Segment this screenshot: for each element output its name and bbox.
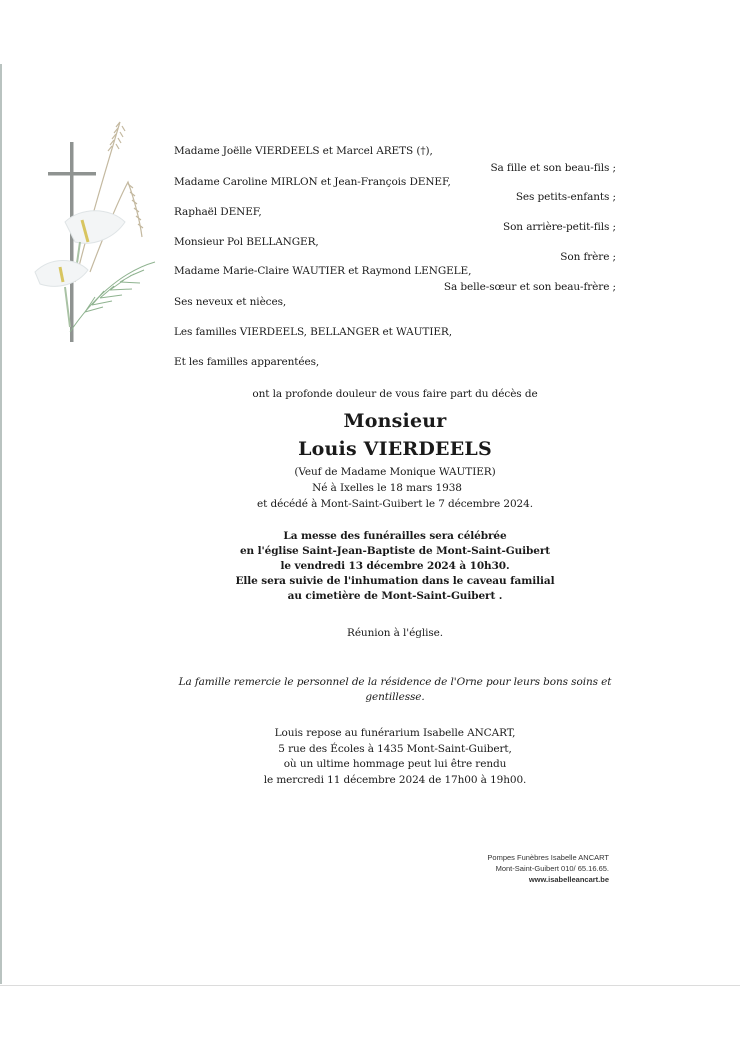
page-edge-bottom <box>0 985 740 986</box>
viewing-line-2: 5 rue des Écoles à 1435 Mont-Saint-Guibert, <box>278 743 512 755</box>
funeral-line-4: Elle sera suivie de l'inhumation dans le caveau familial <box>235 575 555 587</box>
family-name-7: Les familles VIERDEELS, BELLANGER et WAUTIER, <box>174 326 452 338</box>
thanks-line-2: gentillesse. <box>365 691 425 703</box>
family-relation-1: Sa fille et son beau-fils ; <box>490 162 616 174</box>
viewing-line-1: Louis repose au funérarium Isabelle ANCART, <box>274 727 516 739</box>
wheat-icon <box>75 122 143 282</box>
deceased-widower-of: (Veuf de Madame Monique WAUTIER) <box>294 466 496 478</box>
deceased-born: Né à Ixelles le 18 mars 1938 <box>312 482 462 494</box>
funeral-line-1: La messe des funérailles sera célébrée <box>283 530 507 542</box>
family-name-2: Madame Caroline MIRLON et Jean-François DENEF, <box>174 176 451 188</box>
page-edge-left <box>0 64 2 984</box>
viewing-line-3: où un ultime hommage peut lui être rendu <box>283 758 507 770</box>
family-name-5: Madame Marie-Claire WAUTIER et Raymond LENGELE, <box>174 265 472 277</box>
footer-website[interactable]: www.isabelleancart.be <box>528 875 609 884</box>
cross-lily-illustration <box>30 112 160 342</box>
footer-company: Pompes Funèbres Isabelle ANCART <box>487 853 609 862</box>
family-relation-5: Sa belle-sœur et son beau-frère ; <box>443 281 616 293</box>
family-relation-4: Son frère ; <box>560 251 616 263</box>
deceased-title: Monsieur <box>343 410 447 432</box>
family-relation-3: Son arrière-petit-fils ; <box>502 221 616 233</box>
funeral-line-5: au cimetière de Mont-Saint-Guibert . <box>287 590 503 602</box>
deceased-died: et décédé à Mont-Saint-Guibert le 7 décembre 2024. <box>257 498 533 510</box>
deceased-name: Louis VIERDEELS <box>298 438 492 460</box>
funeral-line-2: en l'église Saint-Jean-Baptiste de Mont-Saint-Guibert <box>239 545 551 557</box>
viewing-line-4: le mercredi 11 décembre 2024 de 17h00 à 19h00. <box>263 774 527 786</box>
family-name-6: Ses neveux et nièces, <box>174 296 287 308</box>
calla-lily-icon <box>35 211 125 327</box>
footer-address-phone: Mont-Saint-Guibert 010/ 65.16.65. <box>495 864 609 873</box>
reunion-text: Réunion à l'église. <box>347 627 443 639</box>
family-name-3: Raphaël DENEF, <box>174 206 262 218</box>
announcement-text: ont la profonde douleur de vous faire part du décès de <box>252 388 538 400</box>
family-relation-2: Ses petits-enfants ; <box>515 191 616 203</box>
family-name-8: Et les familles apparentées, <box>174 356 320 368</box>
funeral-line-3: le vendredi 13 décembre 2024 à 10h30. <box>280 560 510 572</box>
thanks-line-1: La famille remercie le personnel de la résidence de l'Orne pour leurs bons soins et <box>178 676 612 688</box>
family-name-1: Madame Joëlle VIERDEELS et Marcel ARETS (†), <box>174 145 433 157</box>
family-name-4: Monsieur Pol BELLANGER, <box>174 236 319 248</box>
